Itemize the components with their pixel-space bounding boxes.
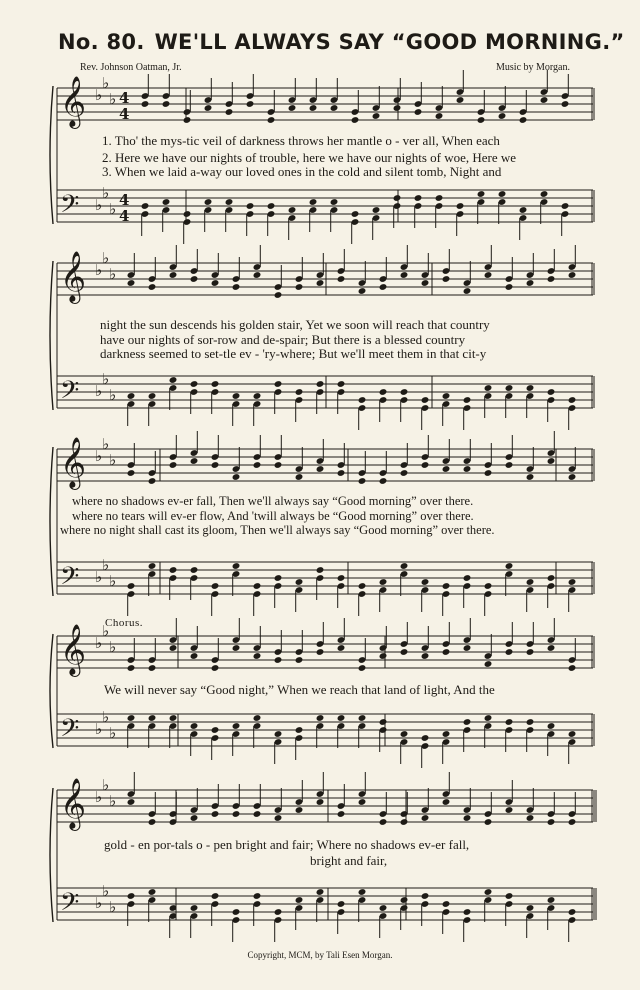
note-head bbox=[484, 469, 493, 477]
note-head bbox=[190, 814, 199, 822]
note-head bbox=[400, 271, 409, 279]
note-head bbox=[274, 908, 283, 916]
note-head bbox=[568, 908, 577, 916]
note-head bbox=[526, 384, 535, 392]
note-head bbox=[295, 806, 304, 814]
note-head bbox=[337, 574, 346, 582]
note-head bbox=[253, 392, 262, 400]
note-head bbox=[484, 888, 493, 896]
note-head bbox=[421, 814, 430, 822]
note-head bbox=[127, 714, 136, 722]
note-head bbox=[547, 574, 556, 582]
note-head bbox=[253, 271, 262, 279]
note-head bbox=[400, 730, 409, 738]
note-head bbox=[211, 461, 220, 469]
note-head bbox=[421, 461, 430, 469]
note-head bbox=[211, 582, 220, 590]
flat-sign: ♭ bbox=[109, 572, 117, 590]
note-head bbox=[561, 202, 570, 210]
note-head bbox=[568, 271, 577, 279]
lyric-s2-v1: night the sun descends his golden stair, Yet we soon will reach that country bbox=[100, 317, 490, 332]
note-head bbox=[316, 380, 325, 388]
note-head bbox=[351, 116, 360, 124]
note-head bbox=[295, 896, 304, 904]
note-head bbox=[169, 376, 178, 384]
note-head bbox=[190, 457, 199, 465]
note-head bbox=[526, 473, 535, 481]
flat-sign: ♭ bbox=[95, 196, 103, 214]
note-head bbox=[442, 392, 451, 400]
note-head bbox=[358, 664, 367, 672]
note-head bbox=[253, 714, 262, 722]
note-head bbox=[442, 648, 451, 656]
note-head bbox=[379, 388, 388, 396]
flat-sign: ♭ bbox=[95, 382, 103, 400]
note-head bbox=[442, 275, 451, 283]
note-head bbox=[505, 648, 514, 656]
note-head bbox=[568, 473, 577, 481]
note-head bbox=[435, 194, 444, 202]
flat-sign: ♭ bbox=[109, 451, 117, 469]
lyric-chorus-1: We will never say “Good night,” When we reach that land of light, And the bbox=[104, 682, 495, 697]
note-head bbox=[295, 578, 304, 586]
flat-sign: ♭ bbox=[109, 200, 117, 218]
note-head bbox=[274, 380, 283, 388]
note-head bbox=[547, 818, 556, 826]
note-head bbox=[190, 722, 199, 730]
note-head bbox=[505, 283, 514, 291]
note-head bbox=[211, 726, 220, 734]
note-head bbox=[379, 578, 388, 586]
note-head bbox=[393, 104, 402, 112]
note-head bbox=[442, 798, 451, 806]
note-head bbox=[505, 718, 514, 726]
note-head bbox=[421, 279, 430, 287]
note-head bbox=[211, 664, 220, 672]
note-head bbox=[547, 275, 556, 283]
note-head bbox=[183, 210, 192, 218]
flat-sign: ♭ bbox=[109, 386, 117, 404]
note-head bbox=[169, 566, 178, 574]
note-head bbox=[190, 380, 199, 388]
hymn-number: No. 80. bbox=[58, 30, 145, 54]
note-head bbox=[568, 664, 577, 672]
lyric-s3-v1: where no shadows ev-er fall, Then we'll always say “Good morning” over there. bbox=[72, 494, 474, 508]
treble-clef: 𝄞 bbox=[60, 437, 87, 488]
note-head bbox=[477, 116, 486, 124]
system-5-brace bbox=[50, 788, 53, 922]
note-head bbox=[484, 818, 493, 826]
note-head bbox=[309, 104, 318, 112]
system-3-brace bbox=[50, 447, 53, 596]
note-head bbox=[295, 473, 304, 481]
note-head bbox=[421, 734, 430, 742]
hymn-title: WE'LL ALWAYS SAY “GOOD MORNING.” bbox=[154, 30, 625, 54]
note-head bbox=[505, 461, 514, 469]
note-head bbox=[274, 461, 283, 469]
note-head bbox=[127, 279, 136, 287]
note-head bbox=[547, 457, 556, 465]
note-head bbox=[232, 283, 241, 291]
bass-clef: 𝄢 bbox=[60, 562, 80, 597]
note-head bbox=[246, 100, 255, 108]
note-head bbox=[337, 714, 346, 722]
note-head bbox=[568, 730, 577, 738]
note-head bbox=[127, 798, 136, 806]
note-head bbox=[204, 104, 213, 112]
note-head bbox=[330, 104, 339, 112]
note-head bbox=[225, 108, 234, 116]
note-head bbox=[358, 477, 367, 485]
note-head bbox=[526, 814, 535, 822]
note-head bbox=[421, 396, 430, 404]
note-head bbox=[337, 900, 346, 908]
note-head bbox=[442, 900, 451, 908]
note-head bbox=[400, 818, 409, 826]
note-head bbox=[435, 112, 444, 120]
note-head bbox=[190, 904, 199, 912]
note-head bbox=[400, 562, 409, 570]
flat-sign: ♭ bbox=[95, 788, 103, 806]
time-signature-top: 4 bbox=[119, 89, 130, 107]
note-head bbox=[274, 730, 283, 738]
lyric-s2-v2: have our nights of sor-row and de-spair; But there is a blessed country bbox=[100, 332, 466, 347]
note-head bbox=[547, 388, 556, 396]
note-head bbox=[316, 798, 325, 806]
note-head bbox=[358, 888, 367, 896]
note-head bbox=[316, 714, 325, 722]
note-head bbox=[267, 202, 276, 210]
note-head bbox=[519, 206, 528, 214]
lyric-s3-v2: where no tears will ev-er flow, And 'twill always be “Good morning” over there. bbox=[72, 509, 474, 523]
note-head bbox=[232, 810, 241, 818]
note-head bbox=[484, 714, 493, 722]
note-head bbox=[379, 283, 388, 291]
note-head bbox=[148, 477, 157, 485]
note-head bbox=[414, 108, 423, 116]
note-head bbox=[127, 892, 136, 900]
note-head bbox=[232, 908, 241, 916]
note-head bbox=[372, 112, 381, 120]
time-signature-top: 4 bbox=[119, 191, 130, 209]
note-head bbox=[274, 656, 283, 664]
flat-sign: ♭ bbox=[102, 249, 110, 267]
note-head bbox=[267, 116, 276, 124]
lyric-s2-v3: darkness seemed to set-tle ev - 'ry-where; But we'll meet them in that cit-y bbox=[100, 346, 487, 361]
flat-sign: ♭ bbox=[109, 792, 117, 810]
treble-clef: 𝄞 bbox=[60, 76, 87, 127]
note-head bbox=[190, 652, 199, 660]
flat-sign: ♭ bbox=[102, 435, 110, 453]
note-head bbox=[253, 892, 262, 900]
note-head bbox=[211, 279, 220, 287]
note-head bbox=[421, 652, 430, 660]
note-head bbox=[358, 714, 367, 722]
note-head bbox=[463, 396, 472, 404]
note-head bbox=[505, 892, 514, 900]
note-head bbox=[288, 206, 297, 214]
system-2-brace bbox=[50, 261, 53, 410]
chorus-label: Chorus. bbox=[105, 617, 144, 629]
note-head bbox=[253, 582, 262, 590]
note-head bbox=[148, 283, 157, 291]
flat-sign: ♭ bbox=[109, 638, 117, 656]
note-head bbox=[393, 194, 402, 202]
note-head bbox=[519, 116, 528, 124]
flat-sign: ♭ bbox=[95, 261, 103, 279]
note-head bbox=[505, 384, 514, 392]
flat-sign: ♭ bbox=[95, 894, 103, 912]
note-head bbox=[316, 279, 325, 287]
bass-clef: 𝄢 bbox=[60, 376, 80, 411]
note-head bbox=[463, 718, 472, 726]
note-head bbox=[400, 469, 409, 477]
note-head bbox=[358, 798, 367, 806]
flat-sign: ♭ bbox=[95, 720, 103, 738]
note-head bbox=[295, 388, 304, 396]
note-head bbox=[211, 380, 220, 388]
flat-sign: ♭ bbox=[102, 882, 110, 900]
note-head bbox=[505, 806, 514, 814]
copyright-notice: Copyright, MCM, by Tali Esen Morgan. bbox=[247, 950, 393, 960]
note-head bbox=[561, 100, 570, 108]
treble-clef: 𝄞 bbox=[60, 778, 87, 829]
flat-sign: ♭ bbox=[102, 556, 110, 574]
note-head bbox=[547, 644, 556, 652]
note-head bbox=[568, 578, 577, 586]
note-head bbox=[463, 814, 472, 822]
note-head bbox=[484, 271, 493, 279]
note-head bbox=[253, 461, 262, 469]
system-1-brace bbox=[50, 86, 53, 224]
note-head bbox=[379, 904, 388, 912]
note-head bbox=[456, 202, 465, 210]
note-head bbox=[330, 198, 339, 206]
note-head bbox=[127, 392, 136, 400]
words-credit: Rev. Johnson Oatman, Jr. bbox=[80, 62, 182, 73]
note-head bbox=[379, 652, 388, 660]
note-head bbox=[190, 275, 199, 283]
music-credit: Music by Morgan. bbox=[496, 62, 570, 73]
note-head bbox=[232, 473, 241, 481]
bass-clef: 𝄢 bbox=[60, 190, 80, 225]
note-head bbox=[274, 574, 283, 582]
note-head bbox=[526, 718, 535, 726]
note-head bbox=[379, 477, 388, 485]
note-head bbox=[358, 582, 367, 590]
bass-clef: 𝄢 bbox=[60, 888, 80, 923]
time-signature-bottom: 4 bbox=[119, 105, 130, 123]
note-head bbox=[337, 644, 346, 652]
note-head bbox=[232, 562, 241, 570]
flat-sign: ♭ bbox=[95, 447, 103, 465]
flat-sign: ♭ bbox=[109, 90, 117, 108]
note-head bbox=[148, 714, 157, 722]
system-4-brace bbox=[50, 634, 53, 748]
note-head bbox=[414, 194, 423, 202]
flat-sign: ♭ bbox=[109, 898, 117, 916]
note-head bbox=[295, 656, 304, 664]
flat-sign: ♭ bbox=[95, 634, 103, 652]
note-head bbox=[400, 648, 409, 656]
note-head bbox=[526, 904, 535, 912]
note-head bbox=[463, 574, 472, 582]
flat-sign: ♭ bbox=[102, 622, 110, 640]
note-head bbox=[309, 198, 318, 206]
note-head bbox=[274, 814, 283, 822]
note-head bbox=[190, 566, 199, 574]
note-head bbox=[456, 96, 465, 104]
flat-sign: ♭ bbox=[102, 74, 110, 92]
treble-clef: 𝄞 bbox=[60, 624, 87, 675]
note-head bbox=[400, 896, 409, 904]
note-head bbox=[288, 104, 297, 112]
note-head bbox=[148, 888, 157, 896]
note-head bbox=[232, 392, 241, 400]
flat-sign: ♭ bbox=[102, 776, 110, 794]
note-head bbox=[379, 718, 388, 726]
note-head bbox=[316, 465, 325, 473]
note-head bbox=[526, 648, 535, 656]
note-head bbox=[442, 465, 451, 473]
flat-sign: ♭ bbox=[95, 86, 103, 104]
lyric-chorus-2-alt: bright and fair, bbox=[310, 853, 388, 868]
note-head bbox=[232, 644, 241, 652]
note-head bbox=[337, 380, 346, 388]
lyric-chorus-2: gold - en por-tals o - pen bright and fair; Where no shadows ev-er fall, bbox=[104, 837, 470, 852]
note-head bbox=[127, 469, 136, 477]
note-head bbox=[400, 388, 409, 396]
note-head bbox=[358, 396, 367, 404]
note-head bbox=[316, 566, 325, 574]
note-head bbox=[295, 283, 304, 291]
lyric-s1-v2: 2. Here we have our nights of trouble, here we have our nights of woe, Here we bbox=[102, 150, 517, 165]
note-head bbox=[372, 206, 381, 214]
bass-clef: 𝄢 bbox=[60, 714, 80, 749]
note-head bbox=[211, 810, 220, 818]
note-head bbox=[463, 465, 472, 473]
note-head bbox=[526, 578, 535, 586]
note-head bbox=[169, 271, 178, 279]
note-head bbox=[141, 202, 150, 210]
note-head bbox=[540, 96, 549, 104]
note-head bbox=[183, 116, 192, 124]
note-head bbox=[225, 198, 234, 206]
lyric-s3-v3: where no night shall cast its gloom, Then we'll always say “Good morning” over there. bbox=[60, 523, 495, 537]
note-head bbox=[316, 888, 325, 896]
note-head bbox=[148, 392, 157, 400]
note-head bbox=[148, 664, 157, 672]
note-head bbox=[379, 818, 388, 826]
note-head bbox=[148, 818, 157, 826]
note-head bbox=[477, 190, 486, 198]
note-head bbox=[162, 100, 171, 108]
note-head bbox=[127, 582, 136, 590]
note-head bbox=[568, 396, 577, 404]
note-head bbox=[547, 722, 556, 730]
note-head bbox=[358, 287, 367, 295]
note-head bbox=[337, 810, 346, 818]
note-head bbox=[484, 384, 493, 392]
note-head bbox=[463, 908, 472, 916]
note-head bbox=[526, 279, 535, 287]
note-head bbox=[337, 469, 346, 477]
note-head bbox=[463, 287, 472, 295]
note-head bbox=[547, 896, 556, 904]
note-head bbox=[232, 722, 241, 730]
note-head bbox=[442, 582, 451, 590]
note-head bbox=[484, 660, 493, 668]
note-head bbox=[211, 892, 220, 900]
note-head bbox=[169, 714, 178, 722]
note-head bbox=[421, 578, 430, 586]
note-head bbox=[141, 100, 150, 108]
note-head bbox=[295, 726, 304, 734]
lyric-s1-v1: 1. Tho' the mys-tic veil of darkness throws her mantle o - ver all, When each bbox=[102, 133, 500, 148]
note-head bbox=[316, 648, 325, 656]
note-head bbox=[442, 730, 451, 738]
note-head bbox=[127, 664, 136, 672]
flat-sign: ♭ bbox=[109, 724, 117, 742]
flat-sign: ♭ bbox=[102, 184, 110, 202]
note-head bbox=[274, 291, 283, 299]
treble-clef: 𝄞 bbox=[60, 251, 87, 302]
note-head bbox=[246, 202, 255, 210]
note-head bbox=[540, 190, 549, 198]
note-head bbox=[498, 112, 507, 120]
note-head bbox=[484, 582, 493, 590]
note-head bbox=[169, 644, 178, 652]
note-head bbox=[337, 275, 346, 283]
time-signature-bottom: 4 bbox=[119, 207, 130, 225]
note-head bbox=[498, 190, 507, 198]
note-head bbox=[463, 644, 472, 652]
note-head bbox=[351, 210, 360, 218]
note-head bbox=[148, 562, 157, 570]
flat-sign: ♭ bbox=[109, 265, 117, 283]
flat-sign: ♭ bbox=[95, 568, 103, 586]
note-head bbox=[162, 198, 171, 206]
lyric-s1-v3: 3. When we laid a-way our loved ones in the cold and silent tomb, Night and bbox=[102, 164, 502, 179]
note-head bbox=[253, 652, 262, 660]
note-head bbox=[204, 198, 213, 206]
note-head bbox=[568, 818, 577, 826]
flat-sign: ♭ bbox=[102, 370, 110, 388]
note-head bbox=[253, 810, 262, 818]
note-head bbox=[421, 892, 430, 900]
note-head bbox=[505, 562, 514, 570]
note-head bbox=[169, 461, 178, 469]
flat-sign: ♭ bbox=[102, 708, 110, 726]
